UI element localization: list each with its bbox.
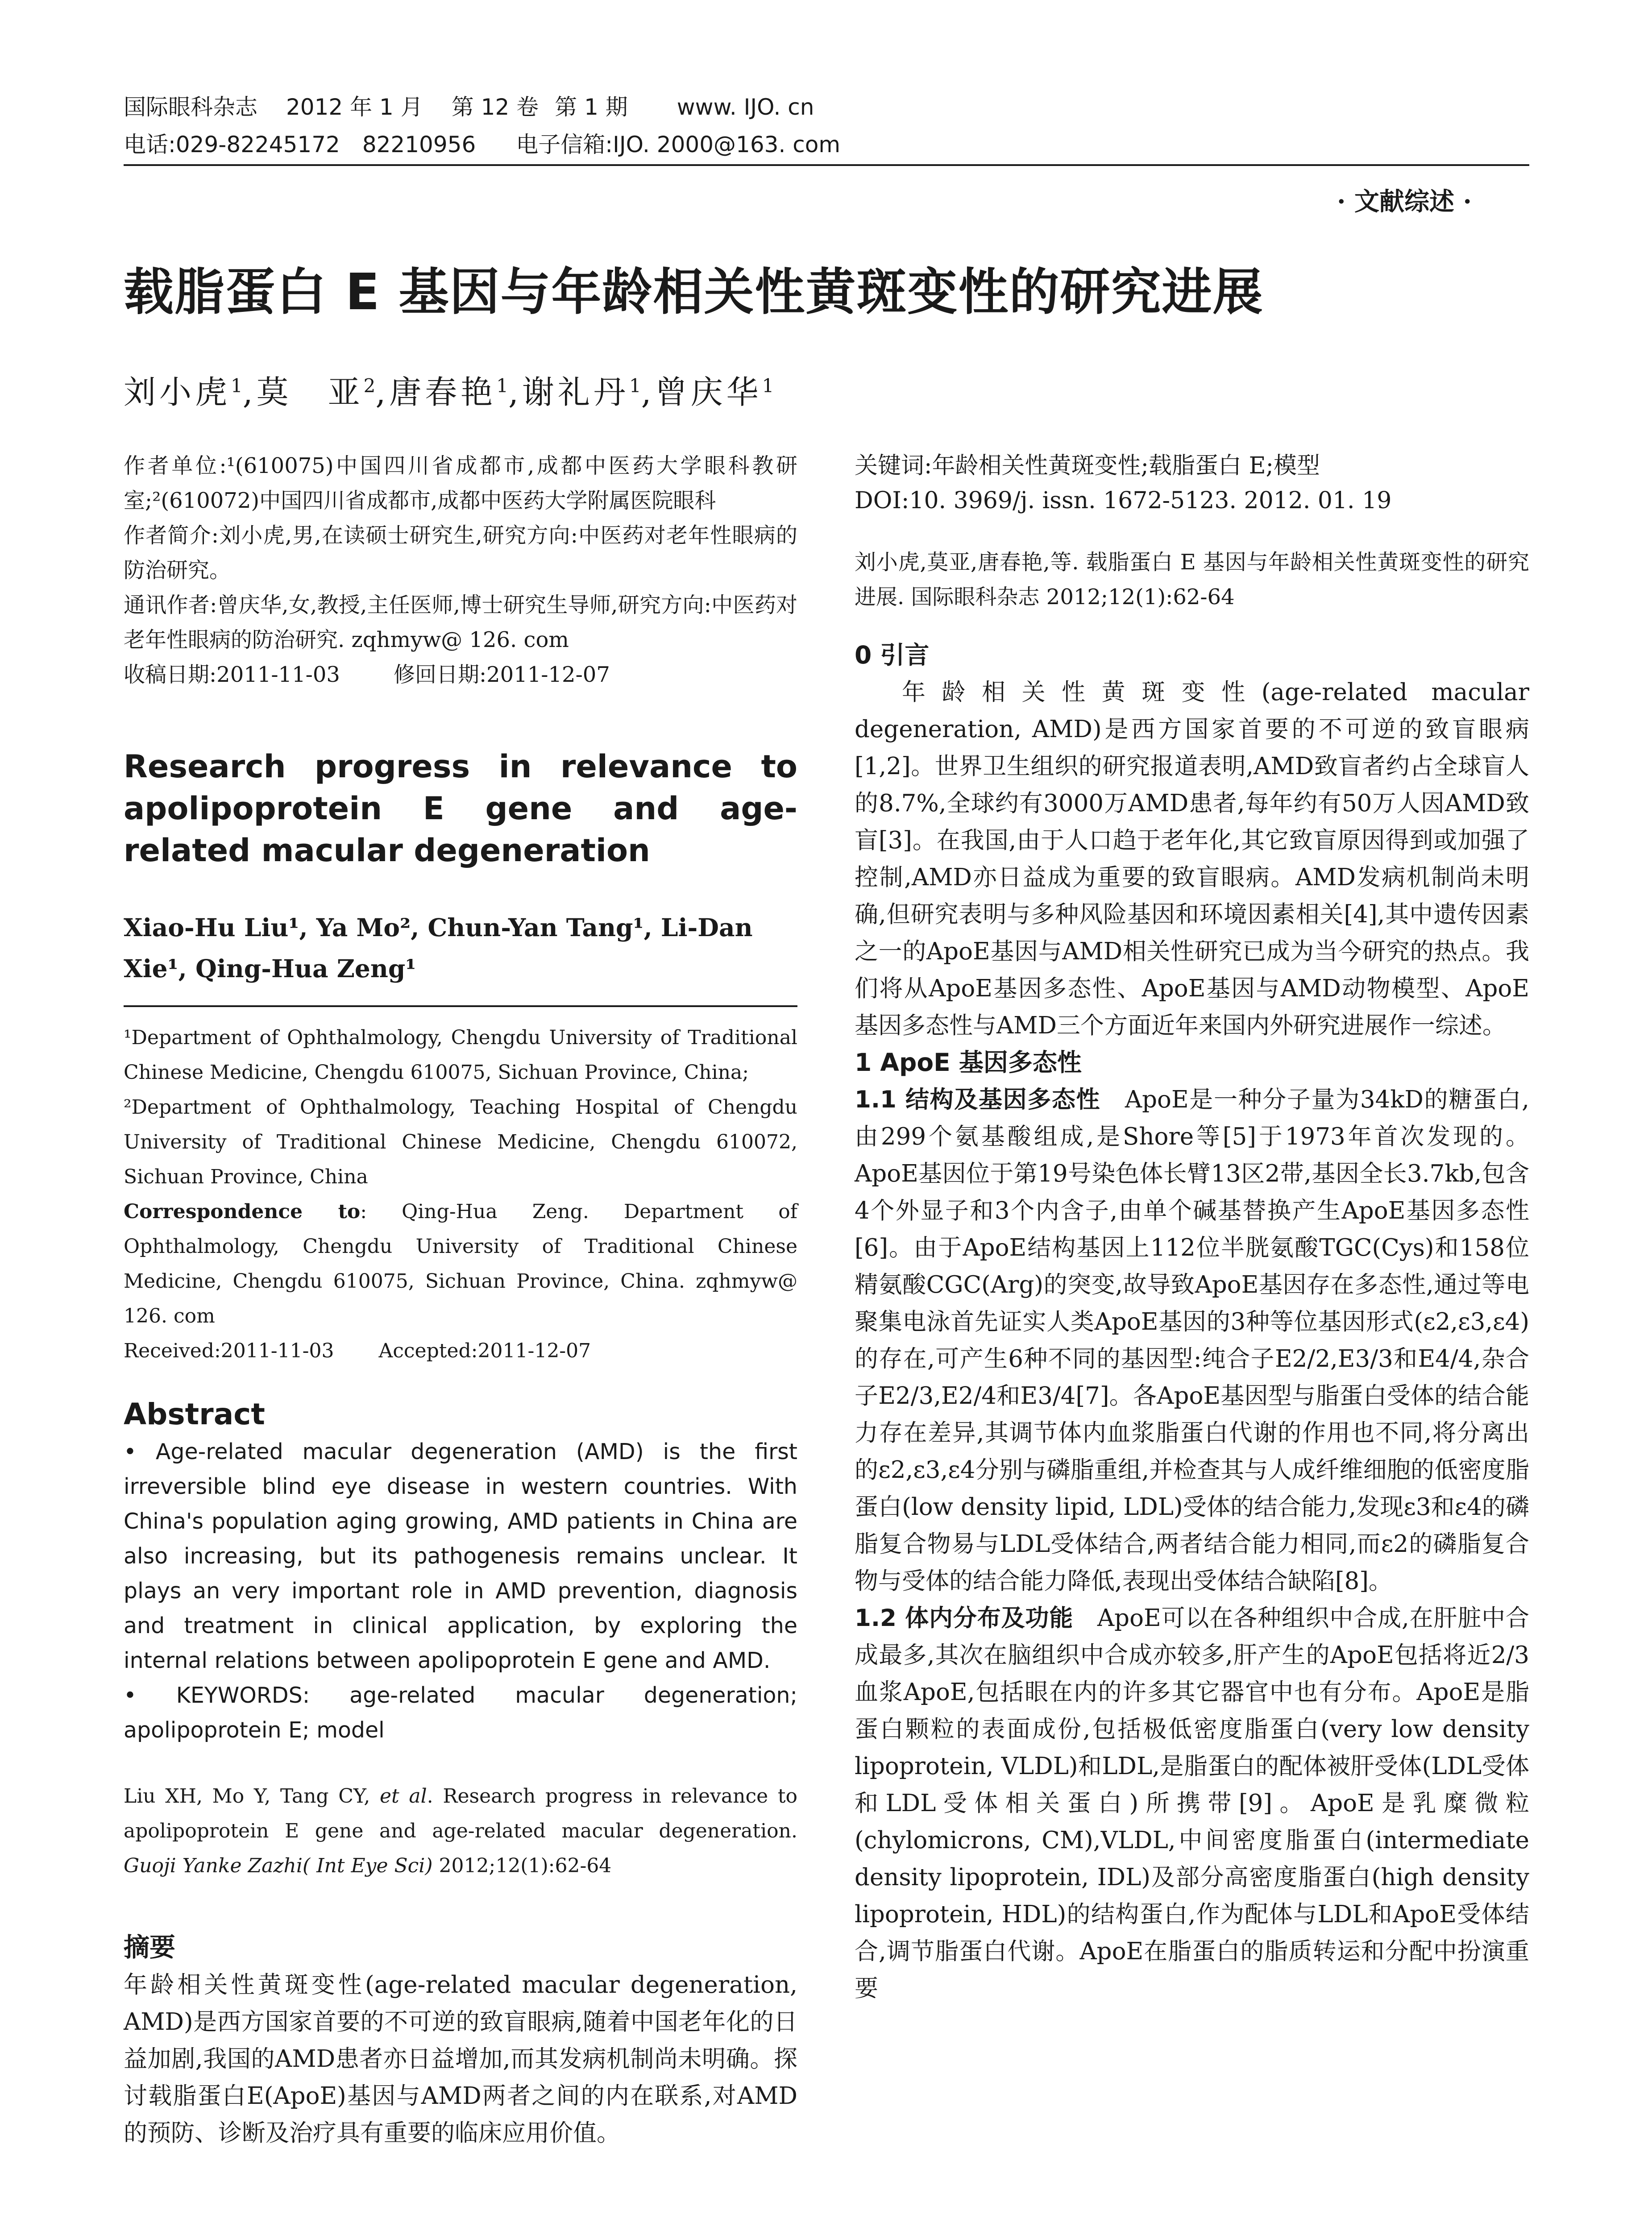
- running-header-line2: [124, 130, 869, 159]
- section-1-2: [855, 1600, 1529, 2007]
- author-name: 莫 亚: [256, 373, 364, 411]
- citation-etal: et al: [370, 1785, 427, 1808]
- english-title: Research progress in relevance to apolipoprotein E gene and age-related macular degeneration: [124, 748, 797, 869]
- author-sup: 1: [629, 375, 641, 397]
- correspondence: [124, 1194, 797, 1334]
- abstract-heading: Abstract: [124, 1397, 265, 1431]
- author-sup: 1: [496, 375, 509, 397]
- author-name: 唐春艳: [389, 373, 497, 411]
- author-sup: 1: [762, 375, 774, 397]
- website: www. IJO. cn: [677, 94, 814, 120]
- author-units: 作者单位:¹(610075)中国四川省成都市,成都中医药大学眼科教研室;²(610072)中国四川省成都市,成都中医药大学附属医院眼科: [124, 453, 797, 513]
- issue: 第 1 期: [555, 94, 628, 120]
- affiliation-rule: [124, 1005, 797, 1007]
- zh-abstract-text: 年龄相关性黄斑变性(age-related macular degeneration, AMD)是西方国家首要的不可逆的致盲眼病,随着中国老年化的日益加剧,我国的AMD患者亦日益增加,而其发病机制尚未明确。探讨载脂蛋白E(ApoE)基因与AMD两者之间的内在联系,对AMD的预防、诊断及治疗具有重要的临床应用价值。: [124, 1971, 797, 2147]
- citation-en: [124, 1779, 797, 1883]
- journal-name: 国际眼科杂志: [124, 94, 257, 120]
- received-en: Received:2011-11-03: [124, 1339, 334, 1362]
- affiliation-2: ²Department of Ophthalmology, Teaching Hospital of Chengdu University of Traditional Chinese Medicine, Chengdu 610072, Sichuan Province, China: [124, 1096, 797, 1188]
- subsection-1-2-title: 1.2 体内分布及功能: [855, 1605, 1074, 1632]
- author-name: 刘小虎: [124, 373, 231, 411]
- doi: DOI:10. 3969/j. issn. 1672-5123. 2012. 01. 19: [855, 487, 1392, 514]
- issue-date: 2012 年 1 月: [286, 94, 423, 120]
- section-1-1: [855, 1081, 1529, 1600]
- header-rule: [124, 164, 1529, 166]
- section-0-paragraph: 年龄相关性黄斑变性(age-related macular degeneration, AMD)是西方国家首要的不可逆的致盲眼病[1,2]。世界卫生组织的研究报道表明,AMD致盲者约占全球盲人的8.7%,全球约有3000万AMD患者,每年约有50万人因AMD致盲[3]。在我国,由于人口趋于老年化,其它致盲原因得到或加强了控制,AMD亦日益成为重要的致盲眼病。AMD发病机制尚未明确,但研究表明与多种风险基因和环境因素相关[4],其中遗传因素之一的ApoE基因与AMD相关性研究已成为当今研究的热点。我们将从ApoE基因多态性、ApoE基因与AMD动物模型、ApoE基因多态性与AMD三个方面近年来国内外研究进展作一综述。: [855, 679, 1529, 1039]
- revised-date: 修回日期:2011-12-07: [393, 662, 610, 687]
- received-date: 收稿日期:2011-11-03: [124, 662, 340, 687]
- section-1-heading: 1 ApoE 基因多态性: [855, 1048, 1082, 1077]
- author-name: 曾庆华: [655, 373, 762, 411]
- citation-zh: 刘小虎,莫亚,唐春艳,等. 载脂蛋白 E 基因与年龄相关性黄斑变性的研究进展. 国际眼科杂志 2012;12(1):62-64: [855, 550, 1529, 610]
- article-title: 载脂蛋白 E 基因与年龄相关性黄斑变性的研究进展: [124, 263, 1264, 321]
- abstract-keywords: • KEYWORDS: age-related macular degeneration; apolipoprotein E; model: [124, 1683, 797, 1743]
- author-sup: 1: [231, 375, 243, 397]
- abstract-text: • Age-related macular degeneration (AMD) is the first irreversible blind eye disease in western countries. With China's population aging growing, AMD patients in China are also increasing, but its pathogenesis remains unclear. It plays an very important role in AMD prevention, diagnosis and treatment in clinical application, by exploring the internal relations between apolipoprotein E gene and AMD.: [124, 1439, 797, 1673]
- subsection-1-2-text: ApoE可以在各种组织中合成,在肝脏中合成最多,其次在脑组织中合成亦较多,肝产生的ApoE包括将近2/3血浆ApoE,包括眼在内的许多其它器官中也有分布。ApoE是脂蛋白颗粒的表面成份,包括极低密度脂蛋白(very low density lipoprotein, VLDL)和LDL,是脂蛋白的配体被肝受体(LDL受体和LDL受体相关蛋白)所携带[9]。ApoE是乳糜微粒(chylomicrons, CM),VLDL,中间密度脂蛋白(intermediate density lipoprotein, IDL)及部分高密度脂蛋白(high density lipoprotein, HDL)的结构蛋白,作为配体与LDL和ApoE受体结合,调节脂蛋白代谢。ApoE在脂蛋白的脂质转运和分配中扮演重要: [855, 1605, 1529, 2002]
- english-authors: Xiao-Hu Liu¹, Ya Mo², Chun-Yan Tang¹, Li-Dan Xie¹, Qing-Hua Zeng¹: [124, 913, 753, 983]
- section-tag: · 文献综述 ·: [1337, 187, 1472, 216]
- running-header-line1: [124, 93, 843, 121]
- author-bio: 作者简介:刘小虎,男,在读硕士研究生,研究方向:中医药对老年性眼病的防治研究。: [124, 523, 797, 583]
- accepted-en: Accepted:2011-12-07: [378, 1339, 591, 1362]
- author-sup: 2: [363, 375, 376, 397]
- author-list: 刘小虎$^1$,莫 亚$^2$,唐春艳$^1$,谢礼丹$^1$,曾庆华$^1$: [124, 373, 774, 411]
- citation-title: . Research progress in relevance to apolipoprotein E gene and age-related macular degeneration.: [124, 1785, 798, 1842]
- phone: 电话:029-82245172 82210956: [124, 132, 476, 158]
- citation-volume: 2012;12(1):62-64: [432, 1854, 612, 1877]
- subsection-1-1-title: 1.1 结构及基因多态性: [855, 1086, 1101, 1113]
- citation-journal: Guoji Yanke Zazhi( Int Eye Sci): [124, 1854, 433, 1877]
- correspondence-label: Correspondence to: [124, 1200, 361, 1223]
- keywords-zh: 关键词:年龄相关性黄斑变性;载脂蛋白 E;模型: [855, 452, 1320, 479]
- dates-en: [124, 1334, 797, 1368]
- volume: 第 12 卷: [451, 94, 539, 120]
- dates-zh: [124, 657, 797, 692]
- corresponding-author: 通讯作者:曾庆华,女,教授,主任医师,博士研究生导师,研究方向:中医药对老年性眼病的防治研究. zqhmyw@ 126. com: [124, 593, 797, 652]
- section-0-heading: 0 引言: [855, 641, 930, 669]
- right-column: [855, 448, 1529, 2007]
- correspondence-text: : Qing-Hua Zeng. Department of Ophthalmology, Chengdu University of Traditional Chinese Medicine, Chengdu 610075, Sichuan Province, China. zqhmyw@ 126. com: [124, 1200, 797, 1327]
- affiliation-1: ¹Department of Ophthalmology, Chengdu University of Traditional Chinese Medicine, Chengdu 610075, Sichuan Province, China;: [124, 1026, 797, 1084]
- zh-abstract-heading: 摘要: [124, 1932, 176, 1962]
- subsection-1-1-text: ApoE是一种分子量为34kD的糖蛋白,由299个氨基酸组成,是Shore等[5]于1973年首次发现的。ApoE基因位于第19号染色体长臂13区2带,基因全长3.7kb,包含4个外显子和3个内含子,由单个碱基替换产生ApoE基因多态性[6]。由于ApoE结构基因上112位半胱氨酸TGC(Cys)和158位精氨酸CGC(Arg)的突变,故导致ApoE基因存在多态性,通过等电聚集电泳首先证实人类ApoE基因的3种等位基因形式(ε2,ε3,ε4)的存在,可产生6种不同的基因型:纯合子E2/2,E3/3和E4/4,杂合子E2/3,E2/4和E3/4[7]。各ApoE基因型与脂蛋白受体的结合能力存在差异,其调节体内血浆脂蛋白代谢的作用也不同,将分离出的ε2,ε3,ε4分别与磷脂重组,并检查其与人成纤维细胞的低密度脂蛋白(low density lipid, LDL)受体的结合能力,发现ε3和ε4的磷脂复合物易与LDL受体结合,两者结合能力相同,而ε2的磷脂复合物与受体的结合能力降低,表现出受体结合缺陷[8]。: [855, 1086, 1530, 1595]
- author-name: 谢礼丹: [522, 373, 629, 411]
- email: 电子信箱:IJO. 2000@163. com: [516, 132, 841, 158]
- left-column: [124, 448, 797, 2152]
- citation-authors: Liu XH, Mo Y, Tang CY,: [124, 1785, 370, 1808]
